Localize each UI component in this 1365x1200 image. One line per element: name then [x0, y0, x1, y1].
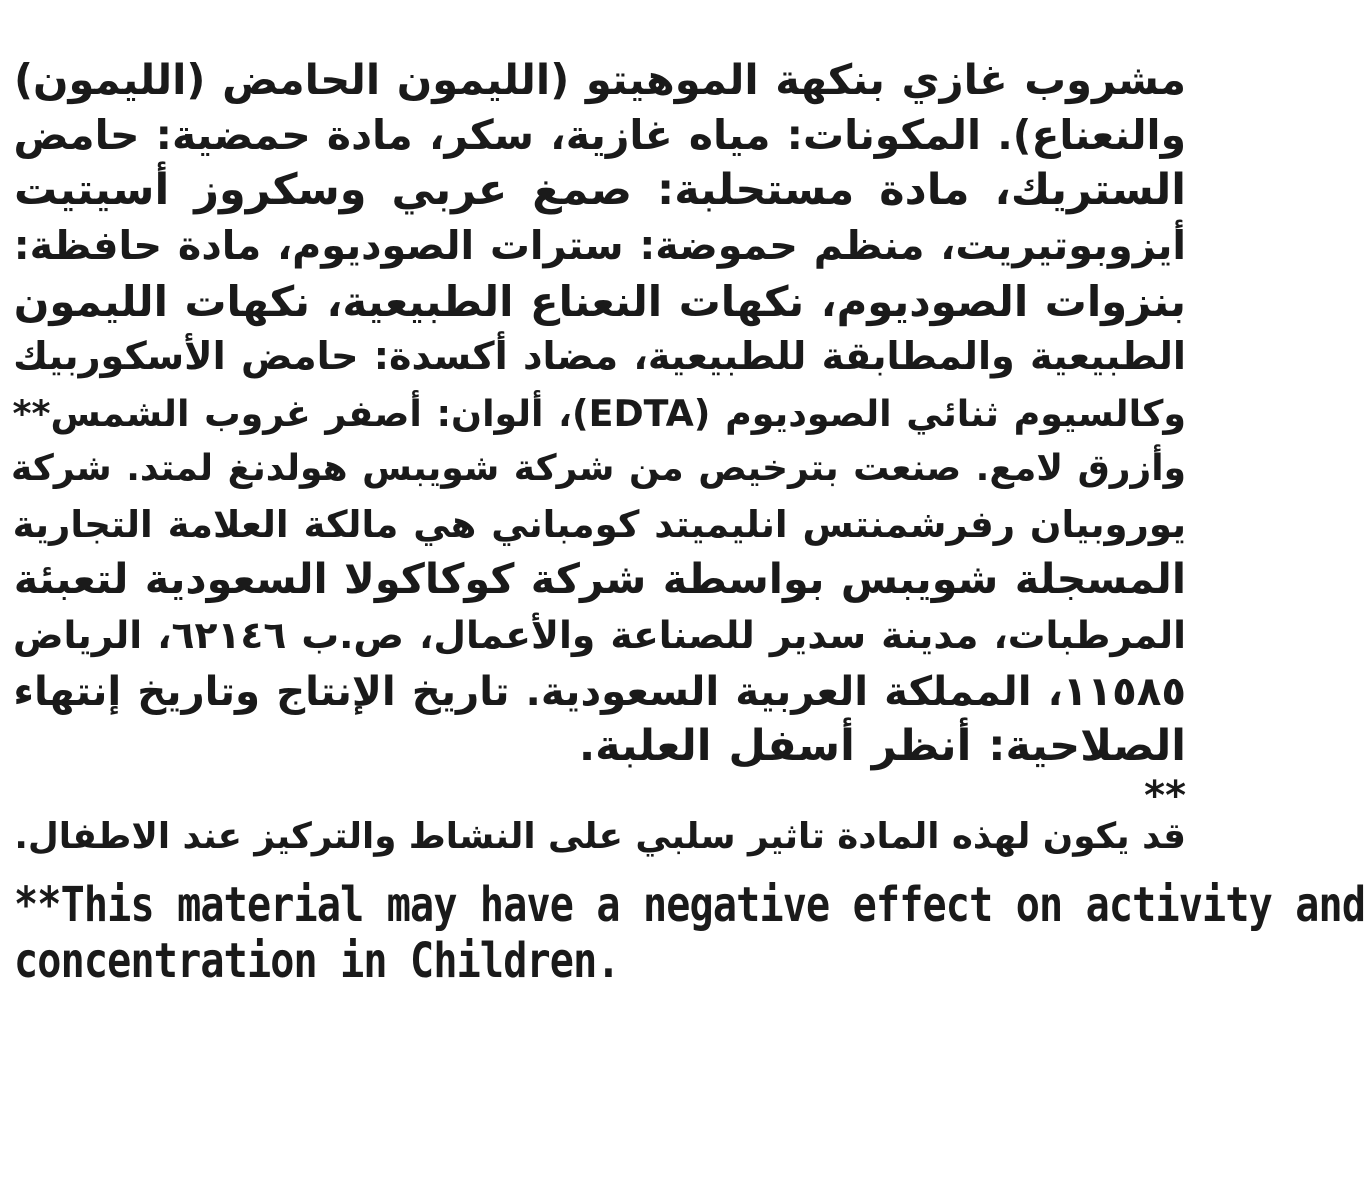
- arabic-line-1: مشروب غازي بنكهة الموهيتو (الليمون الحامض (الليمون): [14, 55, 1186, 104]
- arabic-line-11: المرطبات، مدينة سدير للصناعة والأعمال، ص.ب ٦٢١٤٦، الرياض: [12, 612, 1186, 657]
- english-warning-line-2: concentration in Children.: [14, 932, 620, 989]
- arabic-line-12: ١١٥٨٥، المملكة العربية السعودية. تاريخ الإنتاج وتاريخ إنتهاء: [13, 667, 1186, 715]
- arabic-line-9: يوروبيان رفرشمنتس انليميتد كومباني هي مالكة العلامة التجارية: [12, 502, 1186, 546]
- english-warning-line-1: **This material may have a negative effect on activity and: [14, 876, 1365, 933]
- arabic-warning: [14, 772, 1186, 863]
- arabic-line-3: الستريك، مادة مستحلبة: صمغ عربي وسكروز أسيتيت: [14, 165, 1186, 216]
- arabic-line-6: الطبيعية والمطابقة للطبيعية، مضاد أكسدة: حامض الأسكوربيك: [13, 334, 1186, 379]
- arabic-line-5: بنزوات الصوديوم، نكهات النعناع الطبيعية، نكهات الليمون: [13, 277, 1186, 327]
- arabic-line-4: أيزوبوتيريت، منظم حموضة: سترات الصوديوم، مادة حافظة:: [13, 222, 1186, 269]
- arabic-warning-text: قد يكون لهذه المادة تاثير سلبي على النشاط والتركيز عند الاطفال.: [14, 815, 1186, 857]
- arabic-line-7: وكالسيوم ثنائي الصوديوم (EDTA)، ألوان: أصفر غروب الشمس**: [12, 391, 1186, 435]
- arabic-warning-stars: **: [1144, 772, 1186, 819]
- arabic-line-8: وأزرق لامع. صنعت بترخيص من شركة شويبس هولدنغ لمتد. شركة: [11, 448, 1186, 490]
- arabic-line-10: المسجلة شويبس بواسطة شركة كوكاكولا السعودية لتعبئة: [13, 555, 1186, 604]
- arabic-line-13: الصلاحية: أنظر أسفل العلبة.: [578, 721, 1186, 772]
- english-warning: [14, 876, 1365, 989]
- arabic-line-2: والنعناع). المكونات: مياه غازية، سكر، مادة حمضية: حامض: [13, 110, 1186, 159]
- arabic-ingredients-text: [11, 52, 1186, 775]
